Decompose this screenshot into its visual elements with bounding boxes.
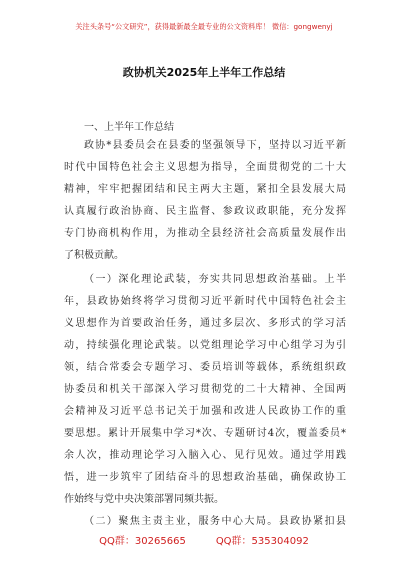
body-line: 了积极贡献。	[64, 250, 124, 261]
body-line: 政协*县委员会在县委的坚强领导下，坚持以习近平新	[84, 140, 346, 151]
body-line: （一）深化理论武装，夯实共同思想政治基础。上半	[84, 274, 346, 285]
body-line: 专门协商机构作用，为推动全县经济社会高质量发展作出	[64, 228, 346, 239]
qq-group-2: QQ群：535304092	[215, 536, 309, 547]
body-line: 年，县政协始终将学习贯彻习近平新时代中国特色社会主	[64, 296, 346, 307]
body-line: 动，持续强化理论武装。以党组理论学习中心组学习为引	[64, 340, 346, 351]
body-line: （二）聚焦主责主业，服务中心大局。县政协紧扣县	[84, 516, 346, 527]
footer-qq-groups	[0, 532, 408, 547]
body-line: 余人次，推动理论学习入脑入心、见行见效。通过学用践	[64, 450, 346, 461]
body-line: 领，结合常委会专题学习、委员培训等载体，系统组织政	[64, 362, 346, 373]
body-line: 义思想作为首要政治任务，通过多层次、多形式的学习活	[64, 318, 346, 329]
body-line: 精神，牢牢把握团结和民主两大主题，紧扣全县发展大局	[64, 184, 346, 195]
body-line: 作始终与党中央决策部署同频共振。	[64, 494, 224, 505]
document-title: 政协机关2025年上半年工作总结	[122, 66, 286, 79]
body-line: 会精神及习近平总书记关于加强和改进人民政协工作的重	[64, 406, 346, 417]
body-line: 时代中国特色社会主义思想为指导，全面贯彻党的二十大	[64, 162, 346, 173]
body-line: 协委员和机关干部深入学习贯彻党的二十大精神、全国两	[64, 384, 346, 395]
body-line: 认真履行政治协商、民主监督、参政议政职能，充分发挥	[64, 206, 346, 217]
qq-group-1: QQ群：30265665	[99, 536, 186, 547]
body-line: 悟，进一步筑牢了团结奋斗的思想政治基础，确保政协工	[64, 472, 346, 483]
header-promo-note: 关注头条号“公文研究”，获得最新最全最专业的公文资料库！ 微信：gongwenyj	[75, 22, 333, 31]
body-line: 要思想。累计开展集中学习*次、专题研讨4次，覆盖委员*	[64, 428, 346, 439]
section-heading: 一、上半年工作总结	[84, 122, 174, 133]
